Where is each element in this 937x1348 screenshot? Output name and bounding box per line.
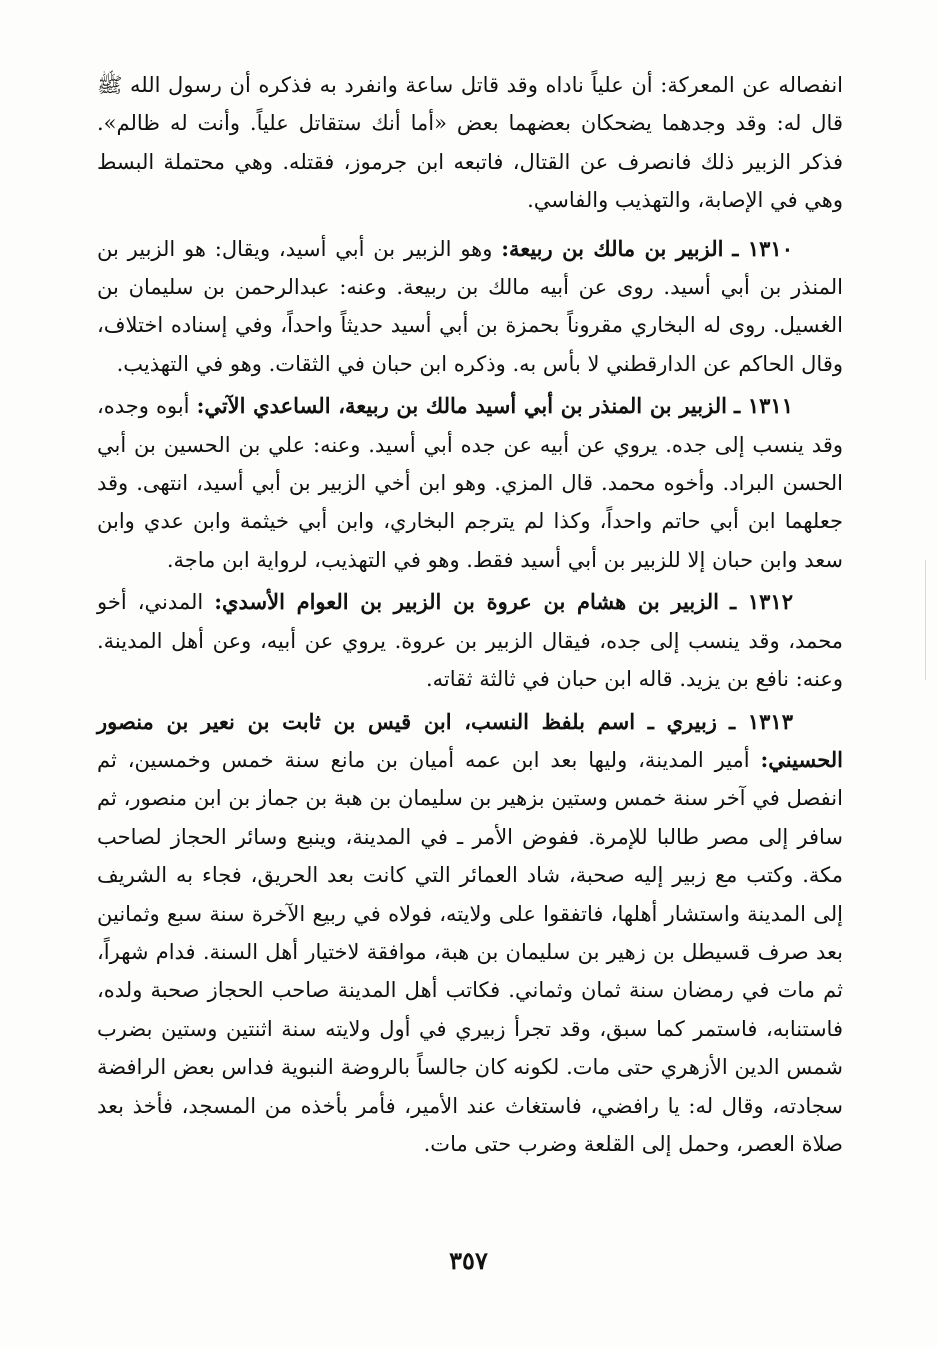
entry-1313 bbox=[97, 703, 843, 1164]
entry-number: ١٣١٠ ـ bbox=[732, 235, 793, 261]
page-edge-mark bbox=[925, 560, 926, 680]
entry-heading: الزبير بن المنذر بن أبي أسيد مالك بن ربيعة، الساعدي الآتي: bbox=[196, 393, 727, 419]
entry-1311 bbox=[97, 387, 843, 579]
entry-1312 bbox=[97, 583, 843, 698]
entry-body: أبوه وجده، وقد ينسب إلى جده. يروي عن أبيه عن جده أبي أسيد. وعنه: علي بن الحسين بن أبي الحسن البراد. وأخوه محمد. قال المزي. وهو ابن أخي الزبير بن أبي أسيد، انتهى. وقد جعلهما ابن أبي حاتم واحداً، وكذا لم يترجم البخاري، وابن أبي خيثمة وابن عدي وابن سعد وابن حبان إلا للزبير بن أبي أسيد فقط. وهو في التهذيب، لرواية ابن ماجة. bbox=[97, 394, 843, 572]
entry-number: ١٣١٣ ـ bbox=[729, 708, 793, 734]
page-number: ٣٥٧ bbox=[449, 1246, 488, 1275]
entry-body: المدني، أخو محمد، وقد ينسب إلى جده، فيقال الزبير بن عروة. يروي عن أبيه، وعن أهل المدينة. وعنه: نافع بن يزيد. قاله ابن حبان في ثالثة ثقاته. bbox=[97, 590, 843, 692]
entry-number: ١٣١٢ ـ bbox=[730, 589, 793, 615]
entry-body: أمير المدينة، وليها بعد ابن عمه أميان بن مانع سنة خمس وخمسين، ثم انفصل في آخر سنة خمس وستين بزهير بن سليمان بن هبة بن جماز بن ابن منصور، ثم سافر إلى مصر طالبا للإمرة. ففوض الأمر ـ في المدينة، وينبع وسائر الحجاز لصاحب مكة. وكتب مع زبير إليه صحبة، شاد العمائر التي كانت بعد الحريق، فجاء به الشريف إلى المدينة واستشار أهلها، فاتفقوا على ولايته، فولاه في ربيع الآخرة سنة سبع وثمانين بعد صرف قسيطل بن زهير بن سليمان بن هبة، موافقة لاختيار أهل السنة. فدام شهراً، ثم مات في رمضان سنة ثمان وثماني. فكاتب أهل المدينة صاحب الحجاز صحبة ولده، فاستنابه، فاستمر كما سبق، وقد تجرأ زبيري في أول ولايته سنة اثنتين وستين بضرب شمس الدين الأزهري حتى مات. لكونه كان جالساً بالروضة النبوية فداس بعض الرافضة سجادته، وقال له: يا رافضي، فاستغاث عند الأمير، فأمر بأخذه من المسجد، فأخذ بعد صلاة العصر، وحمل إلى القلعة وضرب حتى مات. bbox=[97, 747, 843, 1156]
entry-heading: زبيري ـ اسم بلفظ النسب، ابن قيس بن ثابت بن نعير بن منصور الحسيني: bbox=[97, 708, 843, 772]
entry-number: ١٣١١ ـ bbox=[734, 393, 793, 419]
intro-paragraph: انفصاله عن المعركة: أن علياً ناداه وقد قاتل ساعة وانفرد به فذكره أن رسول الله ﷺ قال له: وقد وجدهما يضحكان بعضهما بعض «أما أنك ستقاتل علياً. وأنت له ظالم». فذكر الزبير ذلك فانصرف عن القتال، فاتبعه ابن جرموز، فقتله. وهي محتملة البسط وهي في الإصابة، والتهذيب والفاسي. bbox=[97, 73, 843, 213]
page-text bbox=[97, 66, 843, 1167]
entry-heading: الزبير بن هشام بن عروة بن الزبير بن العوام الأسدي: bbox=[214, 589, 719, 615]
entry-body: وهو الزبير بن أبي أسيد، ويقال: هو الزبير بن المنذر بن أبي أسيد. روى عن أبيه مالك بن ربيعة. وعنه: عبدالرحمن بن سليمان بن الغسيل. روى له البخاري مقروناً بحمزة بن أبي أسيد حديثاً واحداً، وفي إسناده اختلاف، وقال الحاكم عن الدارقطني لا بأس به. وذكره ابن حبان في الثقات. وهو في التهذيب. bbox=[97, 236, 843, 376]
entry-1310 bbox=[97, 230, 843, 384]
entry-heading: الزبير بن مالك بن ربيعة: bbox=[501, 235, 724, 261]
